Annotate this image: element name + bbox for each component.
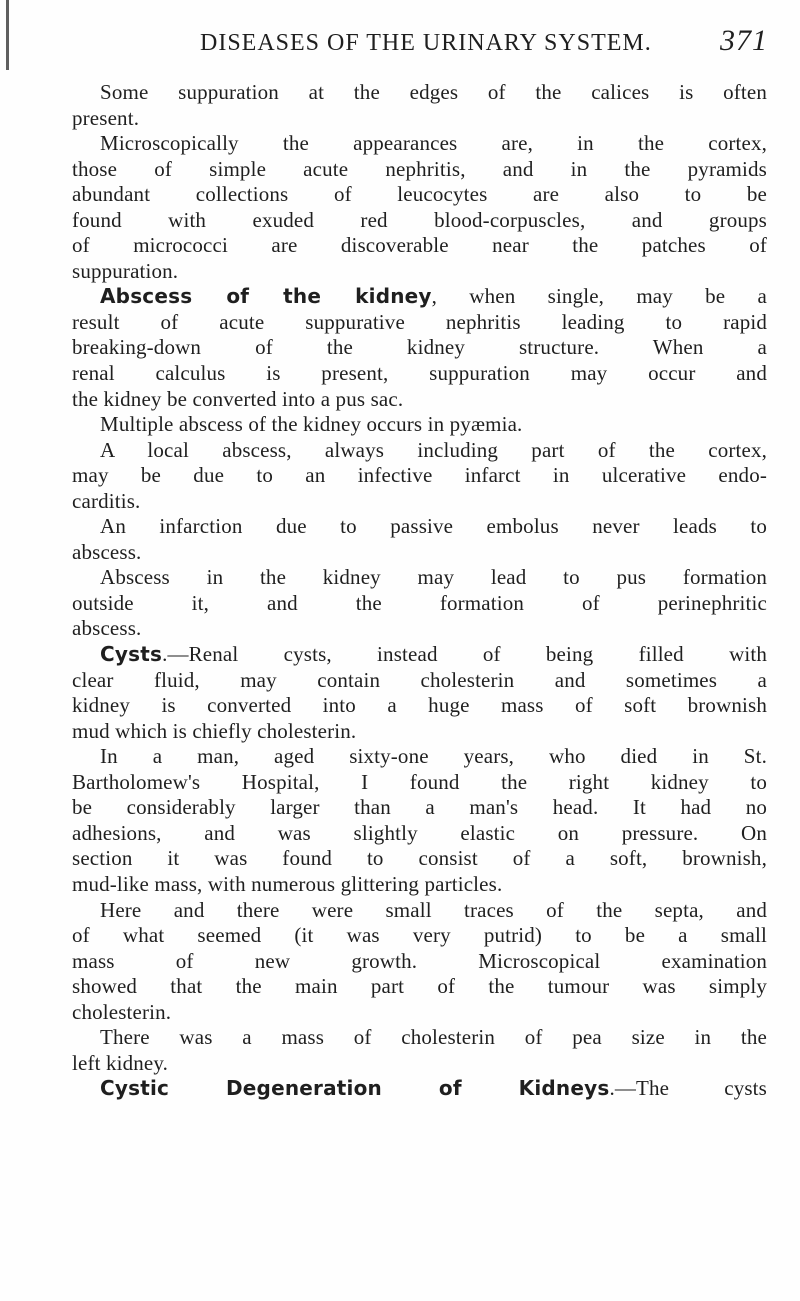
text-line <box>72 361 767 387</box>
section-heading-line <box>72 642 767 668</box>
line-text: In a man, aged sixty-one years, who died in St. <box>100 744 767 769</box>
line-text: kidney is converted into a huge mass of soft brownish <box>72 693 767 718</box>
text-line <box>72 821 767 847</box>
text-line <box>72 949 767 975</box>
text-line <box>72 668 767 694</box>
text-line <box>72 489 767 515</box>
text-line <box>72 898 767 924</box>
section-heading-line <box>72 284 767 310</box>
text-line <box>72 463 767 489</box>
line-text: Multiple abscess of the kidney occurs in pyæmia. <box>100 412 523 437</box>
line-text: mud which is chiefly cholesterin. <box>72 718 357 743</box>
line-text: the kidney be converted into a pus sac. <box>72 386 404 411</box>
text-line <box>72 412 767 438</box>
line-text: section it was found to consist of a soft, brownish, <box>72 846 767 871</box>
line-text: carditis. <box>72 488 141 513</box>
line-text: Microscopically the appearances are, in the cortex, <box>100 131 767 156</box>
line-text: adhesions, and was slightly elastic on pressure. On <box>72 820 767 845</box>
line-text: those of simple acute nephritis, and in the pyramids <box>72 156 767 181</box>
running-head-title: DISEASES OF THE URINARY SYSTEM. <box>200 30 652 56</box>
text-line <box>72 693 767 719</box>
text-line <box>72 259 767 285</box>
line-text: There was a mass of cholesterin of pea size in the <box>100 1025 767 1050</box>
line-text: mud-like mass, with numerous glittering particles. <box>72 871 503 896</box>
section-heading: Cystic Degeneration of Kidneys <box>100 1076 610 1101</box>
line-text: Bartholomew's Hospital, I found the right kidney to <box>72 769 767 794</box>
line-text: .—Renal cysts, instead of being filled with <box>162 642 767 667</box>
text-line <box>72 208 767 234</box>
text-line <box>72 182 767 208</box>
binding-edge <box>6 0 9 70</box>
line-text: result of acute suppurative nephritis leading to rapid <box>72 309 767 334</box>
line-text: clear fluid, may contain cholesterin and sometimes a <box>72 667 767 692</box>
text-line <box>72 770 767 796</box>
section-heading-line <box>72 1076 767 1102</box>
line-text: abscess. <box>72 539 142 564</box>
text-line <box>72 923 767 949</box>
body-text <box>72 80 767 1102</box>
text-line <box>72 1000 767 1026</box>
line-text: of what seemed (it was very putrid) to be a small <box>72 923 767 948</box>
text-line <box>72 846 767 872</box>
text-line <box>72 744 767 770</box>
text-line <box>72 719 767 745</box>
line-text: cholesterin. <box>72 999 172 1024</box>
text-line <box>72 974 767 1000</box>
text-line <box>72 106 767 132</box>
running-head <box>200 22 770 58</box>
line-text: suppuration. <box>72 258 179 283</box>
line-text: abscess. <box>72 616 142 641</box>
text-line <box>72 565 767 591</box>
line-text: A local abscess, always including part of the cortex, <box>100 437 767 462</box>
section-heading: Cysts <box>100 642 163 667</box>
text-line <box>72 438 767 464</box>
line-text: .—The cysts <box>609 1076 767 1101</box>
text-line <box>72 795 767 821</box>
line-text: breaking-down of the kidney structure. When a <box>72 335 767 360</box>
line-text: mass of new growth. Microscopical examination <box>72 948 767 973</box>
line-text: An infarction due to passive embolus never leads to <box>100 514 767 539</box>
line-text: Here and there were small traces of the septa, and <box>100 897 767 922</box>
line-text: Abscess in the kidney may lead to pus formation <box>100 565 767 590</box>
line-text: outside it, and the formation of perinephritic <box>72 590 767 615</box>
text-line <box>72 1025 767 1051</box>
text-line <box>72 616 767 642</box>
line-text: left kidney. <box>72 1050 169 1075</box>
text-line <box>72 872 767 898</box>
text-line <box>72 233 767 259</box>
line-text: showed that the main part of the tumour was simply <box>72 974 767 999</box>
line-text: renal calculus is present, suppuration may occur and <box>72 361 767 386</box>
text-line <box>72 80 767 106</box>
text-line <box>72 131 767 157</box>
text-line <box>72 335 767 361</box>
line-text: present. <box>72 105 140 130</box>
text-line <box>72 540 767 566</box>
text-line <box>72 1051 767 1077</box>
line-text: Some suppuration at the edges of the calices is often <box>100 80 767 104</box>
text-line <box>72 514 767 540</box>
line-text: abundant collections of leucocytes are also to be <box>72 182 767 207</box>
line-text: of micrococci are discoverable near the patches of <box>72 233 767 258</box>
text-line <box>72 387 767 413</box>
text-line <box>72 157 767 183</box>
page-number: 371 <box>720 24 768 57</box>
line-text: be considerably larger than a man's head. It had no <box>72 795 767 820</box>
text-line <box>72 310 767 336</box>
line-text: may be due to an infective infarct in ulcerative endo- <box>72 463 767 488</box>
line-text: found with exuded red blood-corpuscles, and groups <box>72 207 767 232</box>
section-heading: Abscess of the kidney <box>100 284 432 309</box>
line-text: , when single, may be a <box>431 284 767 309</box>
text-line <box>72 591 767 617</box>
